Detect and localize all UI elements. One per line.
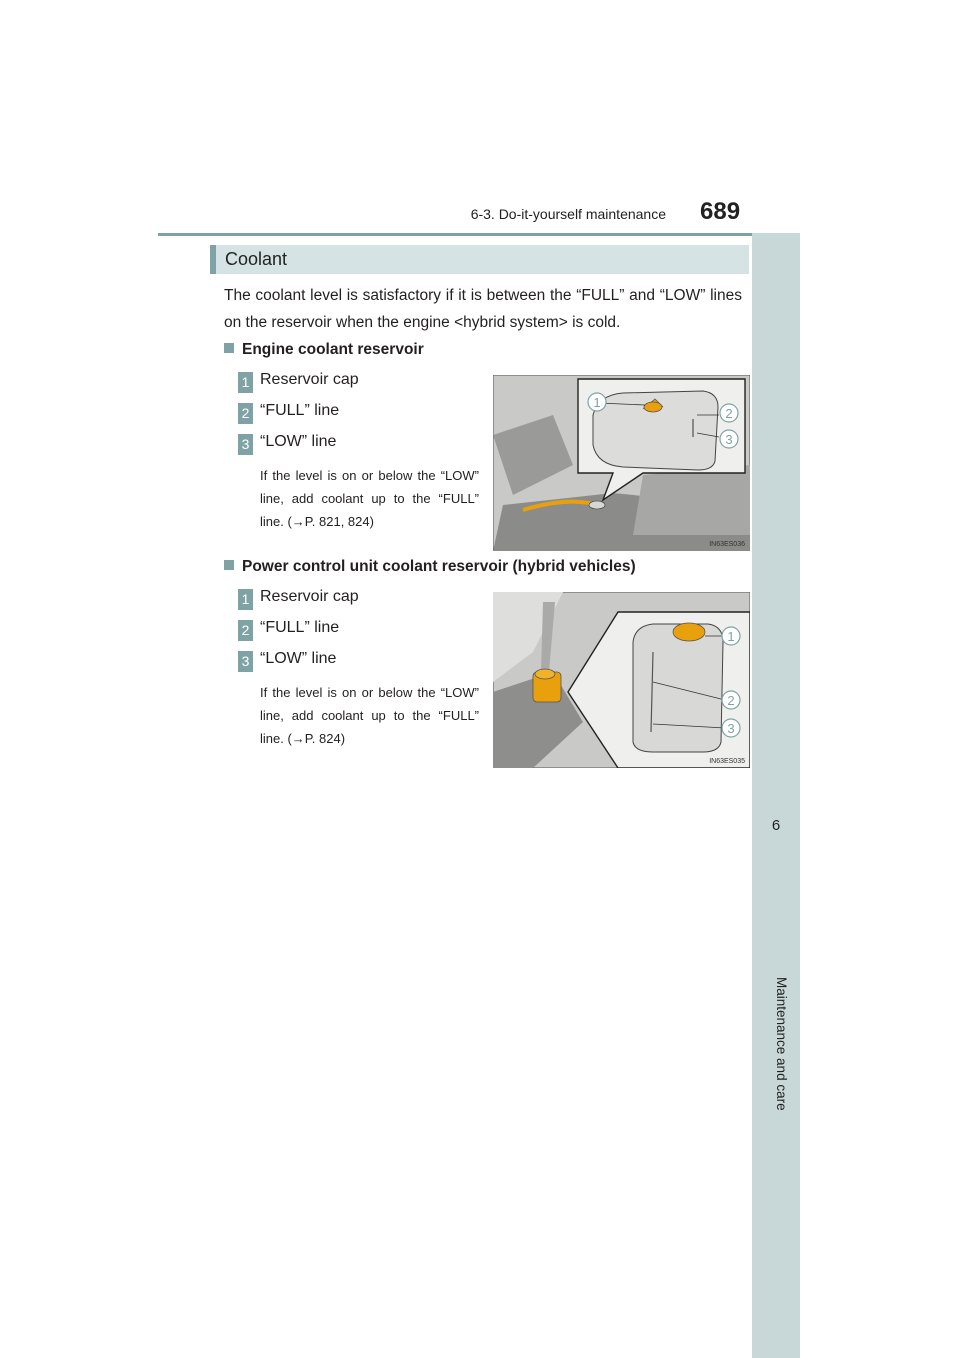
callout-1: 1 [727, 629, 735, 644]
pcu-reservoir-note: If the level is on or below the “LOW” line, add coolant up to the “FULL” line. (→P. 824) [260, 685, 479, 746]
figure-code: IN63ES035 [709, 758, 745, 765]
pcu-reservoir-heading: Power control unit coolant reservoir (hybrid vehicles) [224, 558, 636, 576]
item-label: “LOW” line [260, 433, 337, 450]
callout-3: 3 [725, 432, 733, 447]
number-badge: 3 [238, 651, 253, 672]
square-bullet-icon [224, 560, 234, 570]
item-label: “LOW” line [260, 650, 337, 667]
chapter-side-tab [752, 233, 800, 1358]
item-label: “FULL” line [260, 619, 340, 636]
chapter-title: Maintenance and care [774, 977, 789, 1111]
square-bullet-icon [224, 343, 234, 353]
callout-1: 1 [593, 395, 601, 410]
intro-paragraph: The coolant level is satisfactory if it is between the “FULL” and “LOW” lines on the reservoir when the engine <hybrid system> is cold. [224, 287, 742, 331]
pcu-reservoir-illustration [493, 592, 750, 768]
number-badge: 1 [238, 372, 253, 393]
section-title: Coolant [225, 249, 288, 269]
page-number: 689 [700, 198, 741, 225]
callout-2: 2 [727, 693, 735, 708]
chapter-number: 6 [771, 817, 781, 834]
callout-3: 3 [727, 721, 735, 736]
header-rule [158, 233, 800, 236]
engine-reservoir-note: If the level is on or below the “LOW” line, add coolant up to the “FULL” line. (→P. 821, 824) [260, 468, 479, 529]
item-label: “FULL” line [260, 402, 340, 419]
number-badge: 3 [238, 434, 253, 455]
number-badge: 2 [238, 620, 253, 641]
engine-reservoir-heading: Engine coolant reservoir [224, 341, 424, 359]
number-badge: 2 [238, 403, 253, 424]
number-badge: 1 [238, 589, 253, 610]
section-title-bar [210, 245, 749, 274]
item-label: Reservoir cap [260, 371, 359, 388]
callout-2: 2 [725, 406, 733, 421]
engine-reservoir-illustration [493, 375, 750, 551]
running-header: 6-3. Do-it-yourself maintenance [470, 206, 666, 222]
figure-code: IN63ES036 [709, 541, 745, 548]
item-label: Reservoir cap [260, 588, 359, 605]
